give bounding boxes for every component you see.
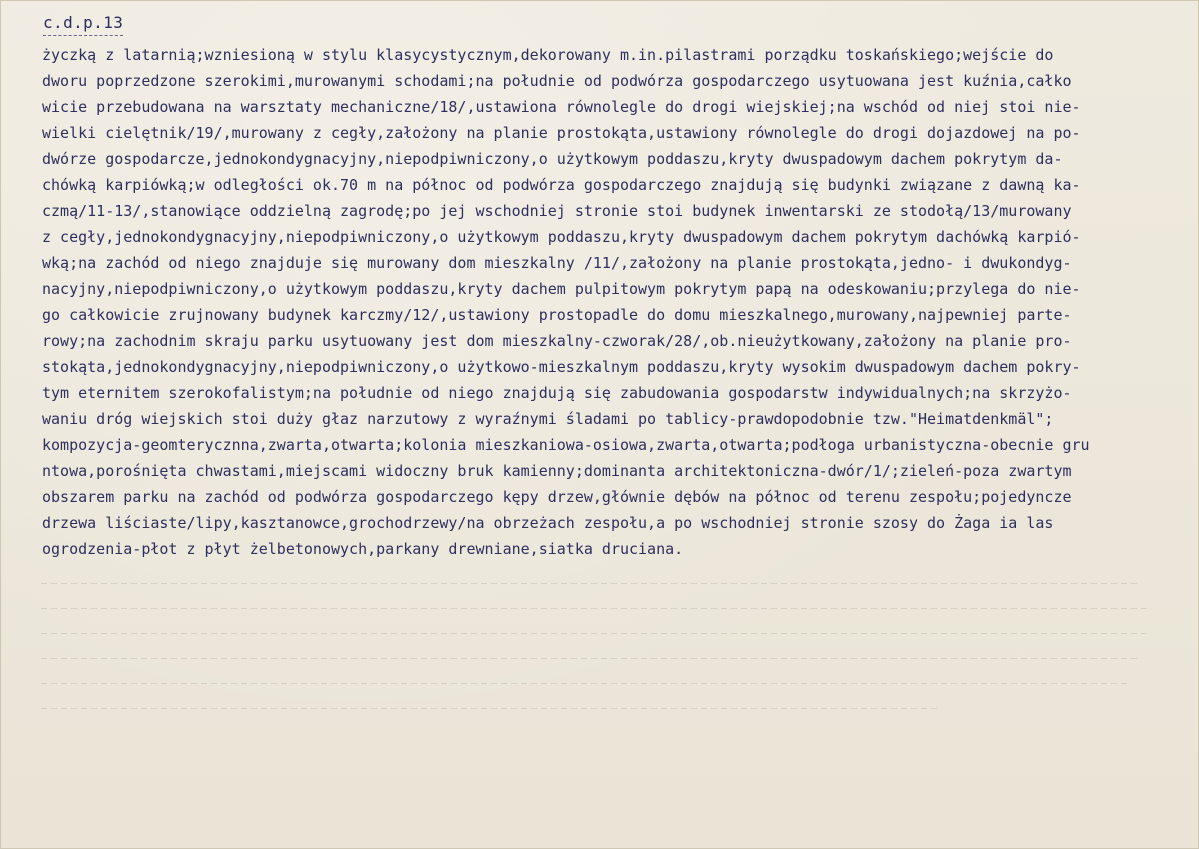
show-through-line — [41, 708, 941, 709]
show-through-line — [41, 633, 1146, 634]
text-line: dworu poprzedzone szerokimi,murowanymi schodami;na południe od podwórza gospodarczego usytuowana jest kuźnia,całko — [42, 72, 1072, 90]
text-line: waniu dróg wiejskich stoi duży głaz narzutowy z wyraźnymi śladami po tablicy-prawdopodobnie tzw."Heimatdenkmäl"; — [42, 410, 1054, 428]
show-through-line — [41, 683, 1131, 684]
text-line: dwórze gospodarcze,jednokondygnacyjny,niepodpiwniczony,o użytkowym poddaszu,kryty dwuspadowym dachem pokrytym da- — [42, 150, 1063, 168]
text-line: tym eternitem szerokofalistym;na południe od niego znajdują się zabudowania gospodarstw indywidualnych;na skrzyżo- — [42, 384, 1072, 402]
text-line: stokąta,jednokondygnacyjny,niepodpiwniczony,o użytkowo-mieszkalnym poddaszu,kryty wysokim dwuspadowym dachem pokry- — [42, 358, 1081, 376]
show-through-line — [41, 583, 1141, 584]
text-line: obszarem parku na zachód od podwórza gospodarczego kępy drzew,głównie dębów na północ od terenu zespołu;pojedyncze — [42, 488, 1072, 506]
text-line: wielki cielętnik/19/,murowany z cegły,założony na planie prostokąta,ustawiony równolegle do drogi dojazdowej na po- — [42, 124, 1081, 142]
show-through-line — [41, 658, 1141, 659]
text-line: z cegły,jednokondygnacyjny,niepodpiwniczony,o użytkowym poddaszu,kryty dwuspadowym dachem pokrytym dachówką karpió- — [42, 228, 1081, 246]
show-through-line — [41, 608, 1151, 609]
header-label: c.d.p.13 — [43, 13, 124, 32]
text-line: chówką karpiówką;w odległości ok.70 m na północ od podwórza gospodarczego znajdują się budynki związane z dawną ka- — [42, 176, 1081, 194]
text-line: ogrodzenia-płot z płyt żelbetonowych,parkany drewniane,siatka druciana. — [42, 540, 684, 558]
text-line: rowy;na zachodnim skraju parku usytuowany jest dom mieszkalny-czworak/28/,ob.nieużytkowany,założony na planie pro- — [42, 332, 1072, 350]
text-line: ntowa,porośnięta chwastami,miejscami widoczny bruk kamienny;dominanta architektoniczna-dwór/1/;zieleń-poza zwartym — [42, 462, 1072, 480]
text-line: czmą/11-13/,stanowiące oddzielną zagrodę;po jej wschodniej stronie stoi budynek inwentarski ze stodołą/13/murowany — [42, 202, 1072, 220]
text-line: go całkowicie zrujnowany budynek karczmy/12/,ustawiony prostopadle do domu mieszkalnego,murowany,najpewniej parte- — [42, 306, 1072, 324]
text-line: życzką z latarnią;wzniesioną w stylu klasycystycznym,dekorowany m.in.pilastrami porządku toskańskiego;wejście do — [42, 46, 1054, 64]
page-header — [43, 13, 123, 32]
text-line: nacyjny,niepodpiwniczony,o użytkowym poddaszu,kryty dachem pulpitowym pokrytym papą na odeskowaniu;przylega do nie- — [42, 280, 1081, 298]
text-line: wicie przebudowana na warsztaty mechaniczne/18/,ustawiona równolegle do drogi wiejskiej;na wschód od niej stoi nie- — [42, 98, 1081, 116]
header-underline — [43, 35, 123, 36]
text-line: drzewa liściaste/lipy,kasztanowce,grochodrzewy/na obrzeżach zespołu,a po wschodniej stronie szosy do Żaga ia las — [42, 514, 1054, 532]
document-body — [42, 42, 1187, 562]
text-line: wką;na zachód od niego znajduje się murowany dom mieszkalny /11/,założony na planie prostokąta,jedno- i dwukondyg- — [42, 254, 1072, 272]
text-line: kompozycja-geomterycznna,zwarta,otwarta;kolonia mieszkaniowa-osiowa,zwarta,otwarta;podłoga urbanistyczna-obecnie gru — [42, 436, 1090, 454]
